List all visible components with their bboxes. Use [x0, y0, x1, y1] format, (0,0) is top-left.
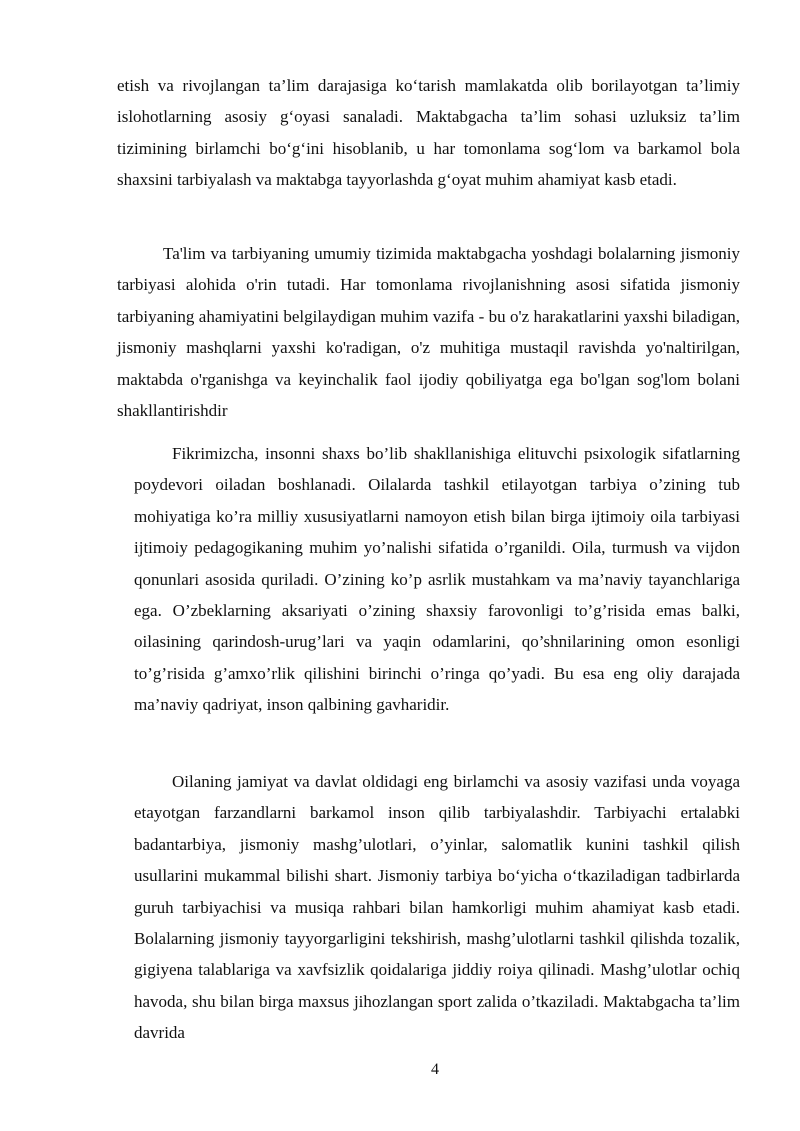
paragraph-continuation: etish va rivojlangan ta’lim darajasiga ko‘tarish mamlakatda olib borilayotgan ta’limiy islohotlarning asosiy g‘oyasi sanaladi. Maktabgacha ta’lim sohasi uzluksiz ta’lim tizimining birlamchi bo‘g‘ini hisoblanib, u har tomonlama sog‘lom va barkamol bola shaxsini tarbiyalash va maktabga tayyorlashda g‘oyat muhim ahamiyat kasb etadi. [117, 76, 740, 190]
paragraph-family-duty: Oilaning jamiyat va davlat oldidagi eng birlamchi va asosiy vazifasi unda voyaga etayotgan farzandlarni barkamol inson qilib tarbiyalashdir. Tarbiyachi ertalabki badantarbiya, jismoniy mashg’ulotlari, o’yinlar, salomatlik kunini tashkil qilish usullarini mukammal bilishi shart. Jismoniy tarbiya bo‘yicha o‘tkaziladigan tadbirlarda guruh tarbiyachisi va musiqa rahbari bilan hamkorligi muhim ahamiyat kasb etadi. Bolalarning jismoniy tayyorgarligini tekshirish, mashg’ulotlarni tashkil qilishda tozalik, gigiyena talablariga va xavfsizlik qoidalariga jiddiy roiya qilinadi. Mashg’ulotlar ochiq havoda, shu bilan birga maxsus jihozlangan sport zalida o’tkaziladi. Maktabgacha ta’lim davrida [134, 772, 740, 1043]
paragraph-physical-education: Ta'lim va tarbiyaning umumiy tizimida maktabgacha yoshdagi bolalarning jismoniy tarbiyasi alohida o'rin tutadi. Har tomonlama rivojlanishning asosi sifatida jismoniy tarbiyaning ahamiyatini belgilaydigan muhim vazifa - bu o'z harakatlarini yaxshi biladigan, jismoniy mashqlarni yaxshi ko'radigan, o'z muhitiga mustaqil ravishda yo'naltirilgan, maktabda o'rganishga va keyinchalik faol ijodiy qobiliyatga ega bo'lgan sog'lom bolani shakllantirishdir [117, 244, 740, 421]
paragraph-family-upbringing: Fikrimizcha, insonni shaxs bo’lib shakllanishiga elituvchi psixologik sifatlarning poydevori oiladan boshlanadi. Oilalarda tashkil etilayotgan tarbiya o’zining tub mohiyatiga ko’ra milliy xususiyatlarni namoyon etish bilan birga ijtimoiy oila tarbiyasi ijtimoiy pedagogikaning muhim yo’nalishi sifatida o’rganildi. Oila, turmush va vijdon qonunlari asosida quriladi. O’zining ko’p asrlik mustahkam va ma’naviy tayanchlariga ega. O’zbeklarning aksariyati o’zining shaxsiy farovonligi to’g’risida emas balki, oilasining qarindosh-urug’lari va yaqin odamlarini, qo’shnilarining omon esonligi to’g’risida g’amxo’rlik qilishini birinchi o’ringa qo’yadi. Bu esa eng oliy darajada ma’naviy qadriyat, inson qalbining gavharidir. [134, 444, 740, 715]
page-number: 4 [431, 1061, 439, 1078]
